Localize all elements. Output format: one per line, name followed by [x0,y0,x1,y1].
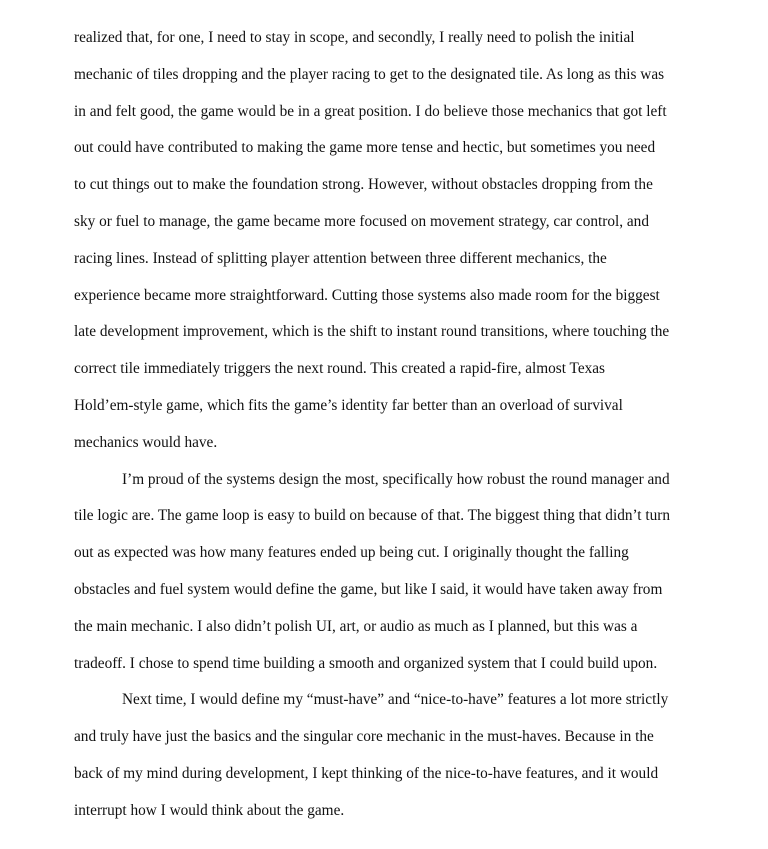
paragraph-line: interrupt how I would think about the game. [74,801,345,819]
paragraph-line: late development improvement, which is the shift to instant round transitions, where touching the [74,323,670,341]
paragraph-line: in and felt good, the game would be in a great position. I do believe those mechanics that got left [74,102,667,120]
paragraph-line: to cut things out to make the foundation strong. However, without obstacles dropping from the [74,176,653,194]
document-page [74,20,714,830]
paragraph-line: Next time, I would define my “must-have” and “nice-to-have” features a lot more strictly [122,691,669,709]
paragraph-line: and truly have just the basics and the singular core mechanic in the must-haves. Because in the [74,728,654,746]
paragraph-line: sky or fuel to manage, the game became more focused on movement strategy, car control, and [74,212,649,230]
paragraph-line: tradeoff. I chose to spend time building a smooth and organized system that I could build upon. [74,654,658,672]
paragraph-line: experience became more straightforward. Cutting those systems also made room for the biggest [74,286,660,304]
paragraph-line: out could have contributed to making the game more tense and hectic, but sometimes you need [74,139,656,157]
paragraph-line: Hold’em-style game, which fits the game’s identity far better than an overload of survival [74,396,623,414]
paragraph-line: back of my mind during development, I kept thinking of the nice-to-have features, and it would [74,764,659,782]
paragraph-1 [74,20,714,462]
paragraph-line: out as expected was how many features ended up being cut. I originally thought the falling [74,544,629,562]
paragraph-line: mechanics would have. [74,433,218,451]
paragraph-line: tile logic are. The game loop is easy to build on because of that. The biggest thing that didn’t turn [74,507,671,525]
paragraph-line: racing lines. Instead of splitting player attention between three different mechanics, the [74,249,607,267]
paragraph-line: the main mechanic. I also didn’t polish UI, art, or audio as much as I planned, but this was a [74,617,638,635]
paragraph-line: I’m proud of the systems design the most, specifically how robust the round manager and [122,470,670,488]
paragraph-line: mechanic of tiles dropping and the player racing to get to the designated tile. As long as this was [74,65,665,83]
paragraph-line: obstacles and fuel system would define the game, but like I said, it would have taken away from [74,580,663,598]
paragraph-2 [74,462,714,683]
paragraph-line: correct tile immediately triggers the next round. This created a rapid-fire, almost Texas [74,360,606,378]
paragraph-line: realized that, for one, I need to stay in scope, and secondly, I really need to polish the initial [74,29,635,46]
paragraph-3 [74,682,714,829]
